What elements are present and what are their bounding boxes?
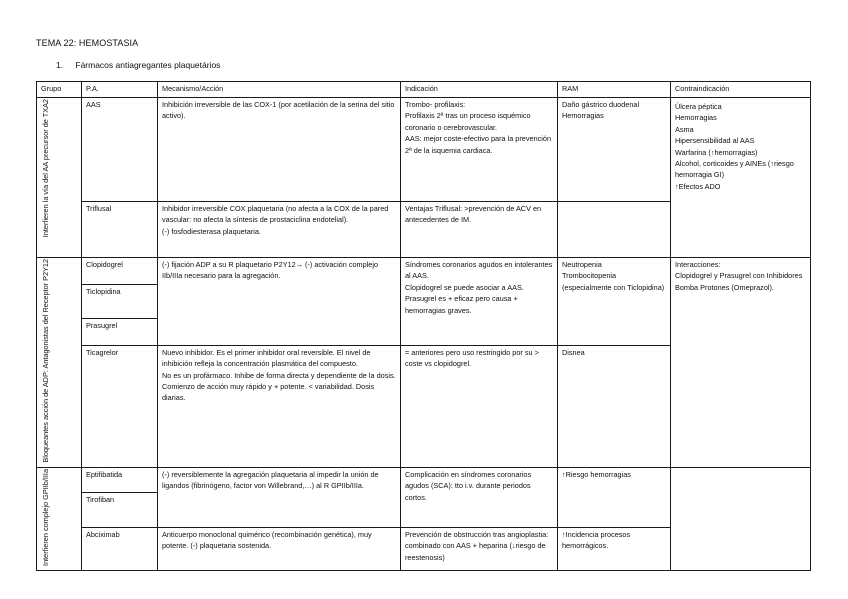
group-adp-blockers [37, 258, 82, 468]
indication-cell: Ventajas Triflusal: >prevención de ACV en antecedentes de IM. [401, 202, 558, 258]
contraindication-cell: Úlcera péptica Hemorragias Asma Hipersensibilidad al AAS Warfarina (↑hemorragias) Alcohol, corticoides y AINEs (↑riesgo hemorragia GI) ↑Efectos ADO [671, 98, 811, 258]
mechanism-cell: (-) reversiblemente la agregación plaquetaria al impedir la unión de ligandos (fibrinógeno, factor von Willebrand,…) al R GPIIb/IIIa. [158, 468, 401, 528]
mechanism-cell: Anticuerpo monoclonal quimérico (recombinación genética), muy potente. (-) plaquetaria sostenida. [158, 527, 401, 570]
mechanism-cell: Inhibición irreversible de las COX-1 (por acetilación de la serina del sitio activo). [158, 98, 401, 202]
pa-cell: Prasugrel [82, 319, 158, 346]
ram-cell: Disnea [558, 345, 671, 467]
group-label: Interfieren complejo GPIIb/IIIa [41, 469, 50, 566]
section-title: Fármacos antiagregantes plaquetários [75, 60, 221, 70]
table-row-clopidogrel [37, 258, 811, 285]
pa-cell: Clopidogrel [82, 258, 158, 285]
table-row-eptifibatida [37, 468, 811, 493]
pa-cell: Tirofiban [82, 492, 158, 527]
contraindication-cell [671, 468, 811, 571]
document-title: TEMA 22: HEMOSTASIA [36, 38, 139, 48]
header-mechanism: Mecanismo/Acción [158, 82, 401, 98]
pa-cell: Eptifibatida [82, 468, 158, 493]
ram-cell: Neutropenia Trombocitopenia (especialmente con Ticlopidina) [558, 258, 671, 346]
pa-cell: Ticlopidina [82, 284, 158, 319]
pa-cell: AAS [82, 98, 158, 202]
mechanism-cell: (-) fijación ADP a su R plaquetario P2Y12→ (-) activación complejo IIb/IIIa necesario para la agregación. [158, 258, 401, 346]
table-header-row [37, 82, 811, 98]
group-aa-pathway [37, 98, 82, 258]
pa-cell: Ticagrelor [82, 345, 158, 467]
ram-cell: ↑Riesgo hemorragias [558, 468, 671, 528]
group-label: Interfieren la vía del AA precursor de TXA2 [41, 99, 50, 238]
indication-cell: Prevención de obstrucción tras angioplastia: combinado con AAS + heparina (↓riesgo de reestenosis) [401, 527, 558, 570]
ram-cell [558, 202, 671, 258]
indication-cell: = anteriores pero uso restringido por su > coste vs clopidogrel. [401, 345, 558, 467]
header-indication: Indicación [401, 82, 558, 98]
group-gp-iib-iiia [37, 468, 82, 571]
indication-cell: Trombo- profilaxis: Profilaxis 2ª tras un proceso isquémico coronario o cerebrovascular. AAS: mejor coste-efectivo para la prevención 2ª de la isquemia cardiaca. [401, 98, 558, 202]
indication-cell: Síndromes coronarios agudos en intolerantes al AAS. Clopidogrel se puede asociar a AAS. Prasugrel es + eficaz pero causa + hemorragias graves. [401, 258, 558, 346]
header-ram: RAM [558, 82, 671, 98]
mechanism-cell: Inhibidor irreversible COX plaquetaria (no afecta a la COX de la pared vascular: no afecta la síntesis de prostaciclina endotelial). (-) fosfodiesterasa plaquetaria. [158, 202, 401, 258]
header-pa: P.A. [82, 82, 158, 98]
section-number: 1. [56, 60, 64, 70]
group-label: Bloqueantes acción de ADP: Antagonistas del Receptor P2Y12 [41, 259, 50, 463]
pa-cell: Abciximab [82, 527, 158, 570]
ram-cell: ↑Incidencia procesos hemorrágicos. [558, 527, 671, 570]
header-group: Grupo [37, 82, 82, 98]
ram-cell: Daño gástrico duodenal Hemorragias [558, 98, 671, 202]
contraindication-cell: Interacciones: Clopidogrel y Prasugrel con Inhibidores Bomba Protones (Omeprazol). [671, 258, 811, 468]
indication-cell: Complicación en síndromes coronarios agudos (SCA): tto i.v. durante periodos cortos. [401, 468, 558, 528]
pa-cell: Triflusal [82, 202, 158, 258]
mechanism-cell: Nuevo inhibidor. Es el primer inhibidor oral reversible. El nivel de inhibición refleja la concentración plasmática del compuesto. No es un profármaco. Inhibe de forma directa y dependiente de la dosis. Comienzo de acción muy rápido y + potente. < variabilidad. Dosis diarias. [158, 345, 401, 467]
antiplatelet-drugs-table [36, 81, 811, 571]
section-heading [56, 60, 220, 70]
table-row-aas [37, 98, 811, 202]
header-contraindication: Contraindicación [671, 82, 811, 98]
